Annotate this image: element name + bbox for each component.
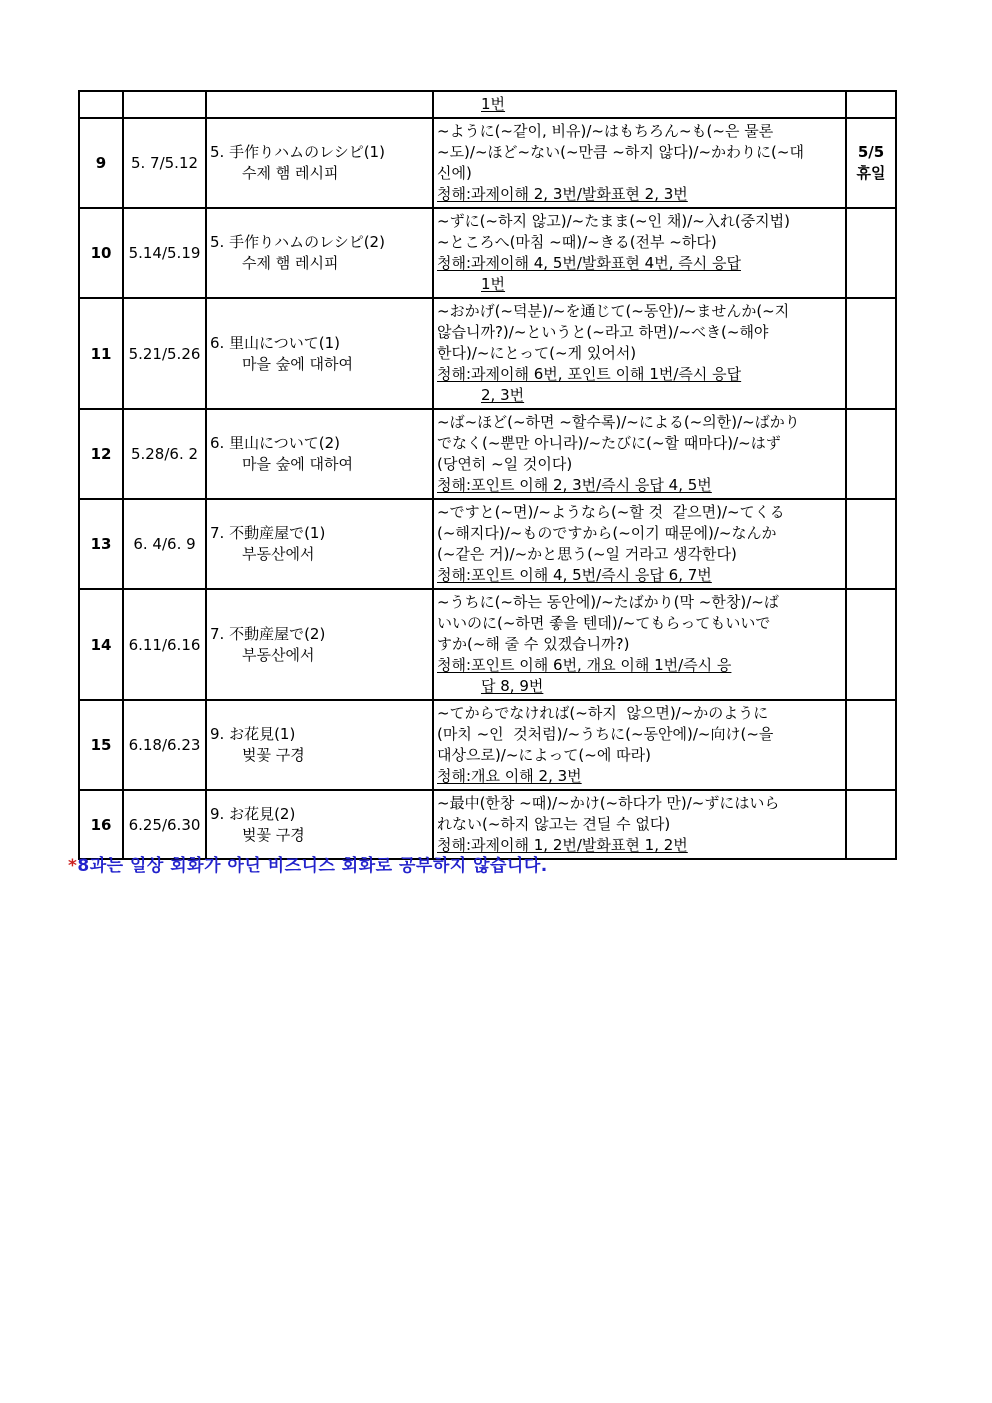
week-cell: 14: [79, 589, 123, 700]
week-cell: 12: [79, 409, 123, 499]
content-line: 대상으로)/~によって(~에 따라): [437, 746, 651, 764]
table-row: [79, 499, 896, 589]
content-cell: [433, 298, 846, 409]
content-line: 청해:과제이해 1, 2번/발화표현 1, 2번: [437, 836, 688, 854]
content-line: すか(~해 줄 수 있겠습니까?): [437, 635, 630, 653]
date-cell: 6. 4/6. 9: [123, 499, 206, 589]
title-cell: [206, 790, 433, 859]
content-line: れない(~하지 않고는 견딜 수 없다): [437, 815, 671, 833]
content-line: ~ところへ(마침 ~때)/~きる(전부 ~하다): [437, 233, 717, 251]
title-line: 벚꽃 구경: [242, 825, 305, 844]
table-row: [79, 589, 896, 700]
content-line: (마치 ~인 것처럼)/~うちに(~동안에)/~向け(~을: [437, 725, 774, 743]
content-line: いいのに(~하면 좋을 텐데)/~てもらってもいいで: [437, 614, 771, 632]
content-line: 청해:과제이해 4, 5번/발화표현 4번, 즉시 응답: [437, 254, 741, 272]
title-line: 6. 里山について(2): [210, 434, 341, 452]
week-cell: 16: [79, 790, 123, 859]
note-cell: [846, 409, 896, 499]
title-cell: [206, 208, 433, 298]
content-line: 청해:포인트 이해 4, 5번/즉시 응답 6, 7번: [437, 566, 712, 584]
title-cell: [206, 700, 433, 790]
content-line: 1번: [481, 95, 506, 113]
note-cell: [846, 208, 896, 298]
note-cell: [846, 499, 896, 589]
note-cell: [846, 298, 896, 409]
schedule-table-body: [79, 91, 896, 859]
week-cell: 9: [79, 118, 123, 208]
content-cell: [433, 589, 846, 700]
content-line: ~ずに(~하지 않고)/~たまま(~인 채)/~入れ(중지법): [437, 212, 791, 230]
content-cell: [433, 499, 846, 589]
content-line: ~도)/~ほど~ない(~만큼 ~하지 않다)/~かわりに(~대: [437, 143, 804, 161]
title-line: 5. 手作りハムのレシピ(2): [210, 233, 385, 251]
week-cell: [79, 91, 123, 118]
content-line: 청해:과제이해 2, 3번/발화표현 2, 3번: [437, 185, 688, 203]
title-line: 수제 햄 레시피: [242, 254, 339, 272]
date-cell: 6.18/6.23: [123, 700, 206, 790]
content-line: (~해지다)/~ものですから(~이기 때문에)/~なんか: [437, 524, 777, 542]
content-line: ~てからでなければ(~하지 않으면)/~かのように: [437, 704, 769, 722]
content-line: でなく(~뿐만 아니라)/~たびに(~할 때마다)/~はず: [437, 434, 781, 452]
title-line: 벚꽃 구경: [242, 746, 305, 764]
content-line: ~うちに(~하는 동안에)/~たばかり(막 ~한창)/~ば: [437, 593, 779, 611]
content-line: 답 8, 9번: [481, 677, 544, 695]
date-cell: [123, 91, 206, 118]
title-cell: [206, 499, 433, 589]
content-line: 1번: [481, 275, 506, 293]
schedule-table: [78, 90, 897, 860]
title-cell: [206, 298, 433, 409]
week-cell: 13: [79, 499, 123, 589]
date-cell: 5.21/5.26: [123, 298, 206, 409]
content-cell: [433, 91, 846, 118]
content-line: 청해:개요 이해 2, 3번: [437, 767, 582, 785]
note-cell: [846, 118, 896, 208]
table-row: [79, 208, 896, 298]
table-row: [79, 91, 896, 118]
table-row: [79, 298, 896, 409]
note-cell: [846, 589, 896, 700]
table-row: [79, 409, 896, 499]
title-cell: [206, 589, 433, 700]
content-line: ~ように(~같이, 비유)/~はもちろん~も(~은 물론: [437, 122, 774, 140]
date-cell: 6.25/6.30: [123, 790, 206, 859]
content-cell: [433, 208, 846, 298]
title-cell: [206, 118, 433, 208]
table-row: [79, 790, 896, 859]
title-cell: [206, 91, 433, 118]
content-line: ~ば~ほど(~하면 ~할수록)/~による(~의한)/~ばかり: [437, 413, 800, 431]
title-line: 5. 手作りハムのレシピ(1): [210, 143, 385, 161]
content-line: (~같은 거)/~かと思う(~일 거라고 생각한다): [437, 545, 737, 563]
title-line: 부동산에서: [242, 545, 315, 563]
date-cell: 5.14/5.19: [123, 208, 206, 298]
title-line: 6. 里山について(1): [210, 333, 341, 352]
footer-note: [68, 851, 548, 876]
note-cell: [846, 700, 896, 790]
date-cell: 5. 7/5.12: [123, 118, 206, 208]
content-cell: [433, 118, 846, 208]
note-cell: [846, 790, 896, 859]
title-line: 9. お花見(2): [210, 804, 296, 823]
content-line: 2, 3번: [481, 386, 525, 404]
title-line: 마을 숲에 대하여: [242, 354, 353, 373]
title-cell: [206, 409, 433, 499]
table-row: [79, 118, 896, 208]
content-line: 않습니까?)/~というと(~라고 하면)/~べき(~해야: [437, 323, 769, 341]
note-cell: [846, 91, 896, 118]
week-cell: 11: [79, 298, 123, 409]
title-line: 부동산에서: [242, 645, 315, 664]
footnote-text: 8과는 일상 회화가 아닌 비즈니스 회화로 공부하지 않습니다.: [77, 856, 548, 876]
content-cell: [433, 700, 846, 790]
note-line: 휴일: [856, 164, 886, 182]
title-line: 7. 不動産屋で(1): [210, 524, 326, 542]
note-line: 5/5: [857, 143, 885, 161]
title-line: 마을 숲에 대하여: [242, 455, 353, 473]
title-line: 9. お花見(1): [210, 725, 296, 743]
content-line: ~おかげ(~덕분)/~を通じて(~동안)/~ませんか(~지: [437, 302, 790, 320]
content-line: 한다)/~にとって(~게 있어서): [437, 344, 637, 362]
content-line: 신에): [437, 164, 472, 182]
content-line: 청해:포인트 이해 6번, 개요 이해 1번/즉시 응: [437, 656, 732, 674]
footnote-marker: *: [68, 856, 78, 876]
table-row: [79, 700, 896, 790]
title-line: 7. 不動産屋で(2): [210, 624, 326, 643]
content-line: ~最中(한창 ~때)/~かけ(~하다가 만)/~ずにはいら: [437, 794, 780, 812]
content-line: ~ですと(~면)/~ようなら(~할 것 같으면)/~てくる: [437, 503, 785, 521]
content-line: (당연히 ~일 것이다): [437, 455, 573, 473]
title-line: 수제 햄 레시피: [242, 164, 339, 182]
content-line: 청해:과제이해 6번, 포인트 이해 1번/즉시 응답: [437, 365, 742, 383]
date-cell: 5.28/6. 2: [123, 409, 206, 499]
content-cell: [433, 409, 846, 499]
week-cell: 10: [79, 208, 123, 298]
content-line: 청해:포인트 이해 2, 3번/즉시 응답 4, 5번: [437, 476, 712, 494]
week-cell: 15: [79, 700, 123, 790]
content-cell: [433, 790, 846, 859]
date-cell: 6.11/6.16: [123, 589, 206, 700]
